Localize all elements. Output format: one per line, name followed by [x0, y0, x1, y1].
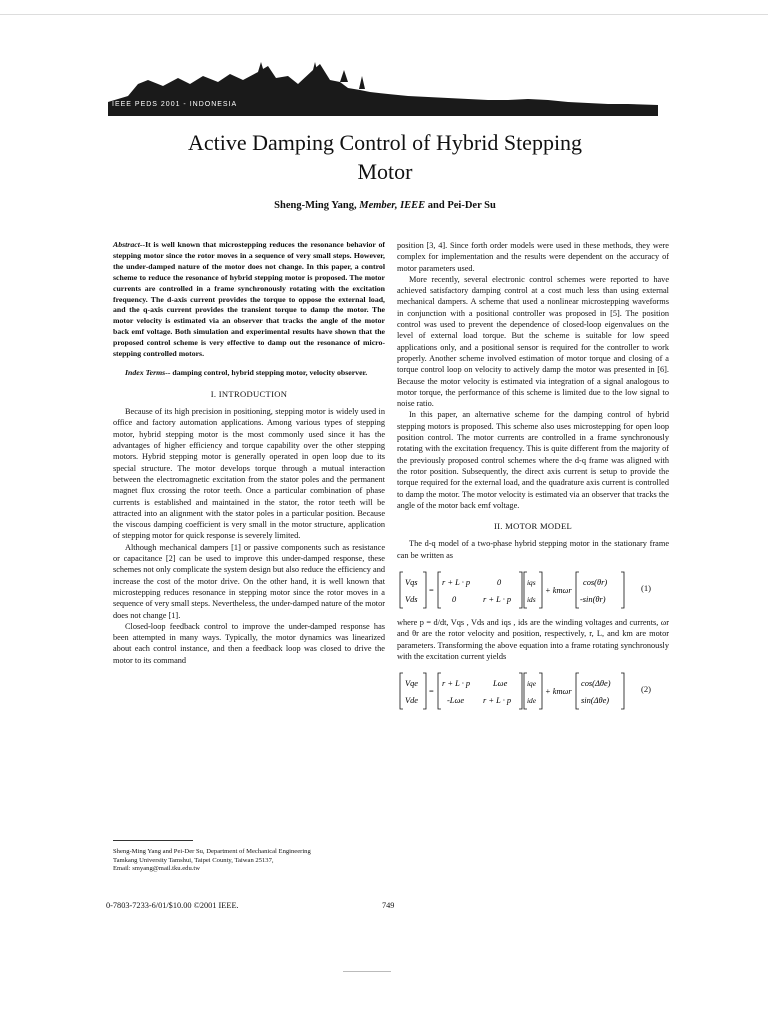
left-column	[113, 240, 385, 666]
equation-1-number: (1)	[640, 583, 651, 594]
copyright-notice: 0-7803-7233-6/01/$10.00 ©2001 IEEE.	[106, 901, 239, 910]
equation-1	[397, 569, 669, 611]
intro-paragraph-2: Although mechanical dampers [1] or passive components such as resistance or capacitance [2] can be used to improve this under-damped response, these schemes not only complicate the system design but also reduce the efficiency and increase the cost of the motor drive. On the other hand, it is well known that microstepping reduces resonance in stepping motor since the rotor moves in a sequence of very small steps. Nevertheless, the under-damped nature of the motor does not change [1].	[113, 542, 385, 620]
eq2-rhs-bottom: sin(Δθe)	[581, 696, 610, 706]
author-1: Sheng-Ming Yang,	[274, 200, 357, 211]
footnote-line-2: Tamkang University Tamshui, Taipei County, Taiwan 25137,	[113, 856, 274, 864]
eq2-coefficient: + kmωr	[545, 687, 572, 697]
abstract-text: It is well known that microstepping reduces the resonance behavior of stepping motor since the rotor moves in a sequence of very small steps. However, the under-damped nature of the motor does not change. In this paper, a control scheme to reduce the resonance of hybrid stepping motor is proposed. The motor currents are controlled in a frame synchronously rotating with the excitation frequency. The d-axis current provides the torque to oppose the external load, and the q-axis current provides the transient torque to damp the motor. The motor velocity is estimated via an observer that tracks the angle of the motor back emf voltage. Both simulation and experimental results have shown that the proposed control scheme is very effective to damp out the resonance of micro-stepping controlled motors.	[113, 240, 385, 359]
eq2-rhs-top: cos(Δθe)	[581, 679, 611, 689]
model-paragraph-1: The d-q model of a two-phase hybrid stepping motor in the stationary frame can be written as	[397, 539, 669, 560]
footnote-line-3: Email: smyang@mail.tku.edu.tw	[113, 865, 201, 873]
eq2-lhs-top: Vqe	[405, 679, 419, 689]
title-line-1: Active Damping Control of Hybrid Stepping	[187, 130, 583, 155]
scan-edge-line	[0, 14, 768, 15]
right-column	[397, 240, 669, 718]
eq2-m22: r + L · p	[483, 696, 512, 706]
title-line-2: Motor	[357, 159, 413, 184]
intro-paragraph-1: Because of its high precision in positioning, stepping motor is widely used in office and factory automation applications. Among various types of stepping motor, hybrid stepping motor is the most commonly used since it has the advantages of higher efficiency and torque capability over the other stepping motors. Hybrid stepping motor is generally operated in open loop due to its special structure. The motor develops torque through a mutual interaction between the electromagnetic excitation from the stator poles and the permanent magnet flux crossing the rotor teeth. Once a particular combination of phase currents is established and maintained in the stator, the rotor teeth will be attracted into an alignment with the stator poles in a particular position. Because the viscous damping coefficient is very small in the motor structure, application of stepping motor for quick response is severely limited.	[113, 407, 385, 541]
equation-2	[397, 670, 669, 712]
section-heading-introduction: I. INTRODUCTION	[210, 388, 288, 399]
index-terms-text: damping control, hybrid stepping motor, velocity observer.	[170, 367, 368, 377]
eq1-lhs-bottom: Vds	[405, 595, 418, 605]
conference-banner-text: IEEE PEDS 2001 - INDONESIA	[112, 101, 238, 108]
eq1-vec-bottom: ids	[527, 595, 536, 605]
author-1-title: Member, IEEE	[359, 200, 426, 211]
equation-2-graphic	[397, 670, 637, 712]
svg-text:=: =	[429, 687, 434, 697]
author-line	[100, 200, 670, 211]
eq1-m12: 0	[497, 578, 502, 588]
eq1-rhs-top: cos(θr)	[583, 578, 608, 588]
eq2-lhs-bottom: Vde	[405, 696, 419, 706]
eq1-m21: 0	[452, 595, 457, 605]
scan-bottom-mark	[343, 971, 391, 972]
eq1-lhs-top: Vqs	[405, 578, 418, 588]
eq2-m12: Lωe	[493, 679, 508, 689]
footnote-rule	[113, 840, 193, 841]
model-paragraph-2: where p = d/dt, Vqs , Vds and iqs , ids are the winding voltages and currents, ωr and θr are the rotor velocity and position, respectively, r, L, and km are motor parameters. Transforming the above equation into a frame rotating synchronously with the excitation current yields	[397, 618, 669, 661]
eq2-m11: r + L · p	[442, 679, 471, 689]
eq1-rhs-bottom: -sin(θr)	[580, 595, 606, 605]
right-paragraph-1: position [3, 4]. Since forth order models were used in these methods, they were complex for implementation and the results were dependent on the accuracy of motor parameters used.	[397, 241, 669, 273]
right-paragraph-3: In this paper, an alternative scheme for the damping control of hybrid stepping motors is proposed. This scheme also uses microstepping for open loop position control. The motor currents are controlled in a frame synchronously rotating with the excitation frequency. This is quite different from the majority of the previously proposed control schemes where the d-q frame was aligned with the rotor position. Subsequently, the direct axis current is setup to provide the torque required for the external load, and the quadrature axis current is controlled to damp the motor. The motor velocity is estimated via an observer that tracks the angle of the motor back emf voltage.	[397, 410, 669, 510]
abstract	[113, 240, 385, 360]
author-2: and Pei-Der Su	[427, 200, 496, 211]
eq1-m11: r + L · p	[442, 578, 471, 588]
abstract-label: Abstract--	[113, 240, 146, 249]
eq2-vec-bottom: ide	[527, 696, 537, 706]
footnote-line-1: Sheng-Ming Yang and Pei-Der Su, Department of Mechanical Engineering	[113, 848, 311, 855]
eq1-m22: r + L · p	[483, 595, 512, 605]
equation-1-graphic	[397, 569, 637, 611]
paper-title	[100, 128, 670, 186]
index-terms	[113, 368, 385, 379]
index-terms-label: Index Terms--	[125, 367, 171, 377]
author-footnote	[113, 848, 388, 874]
page-number: 749	[382, 901, 395, 910]
svg-text:=: =	[429, 586, 434, 596]
right-paragraph-2: More recently, several electronic control schemes were reported to have achieved satisfactory damping control at a cost much less than using external mechanical dampers. A scheme that used a nonlinear microstepping waveforms in conjunction with a positional controller was proposed in [5]. The position control was used to prevent the dependence of closed-loop eigenvalues on the level of external load torque. But the scheme is suitable for low speed applications only, and a positional sensor is required for the controller to work properly. Another scheme involved estimation of motor torque and closing of a torque control loop on velocity to actively damp the motor was presented in [6]. Because the motor velocity is estimated via integration of a signal analogous to motor torque, the performance of this scheme is limited due to the low signal to noise ratio.	[397, 274, 669, 409]
eq2-m21: -Lωe	[447, 696, 465, 706]
eq1-vec-top: iqs	[527, 578, 536, 588]
equation-2-number: (2)	[640, 684, 651, 695]
intro-paragraph-3: Closed-loop feedback control to improve the under-damped response has been attempted in many ways. Typically, the motor dynamics was linearized about each control instance, and then a feedback loop was closed to drive the motor to its command	[113, 621, 385, 665]
section-heading-motor-model: II. MOTOR MODEL	[493, 521, 573, 532]
eq1-coefficient: + kmωr	[545, 586, 572, 596]
eq2-vec-top: iqe	[527, 679, 537, 689]
